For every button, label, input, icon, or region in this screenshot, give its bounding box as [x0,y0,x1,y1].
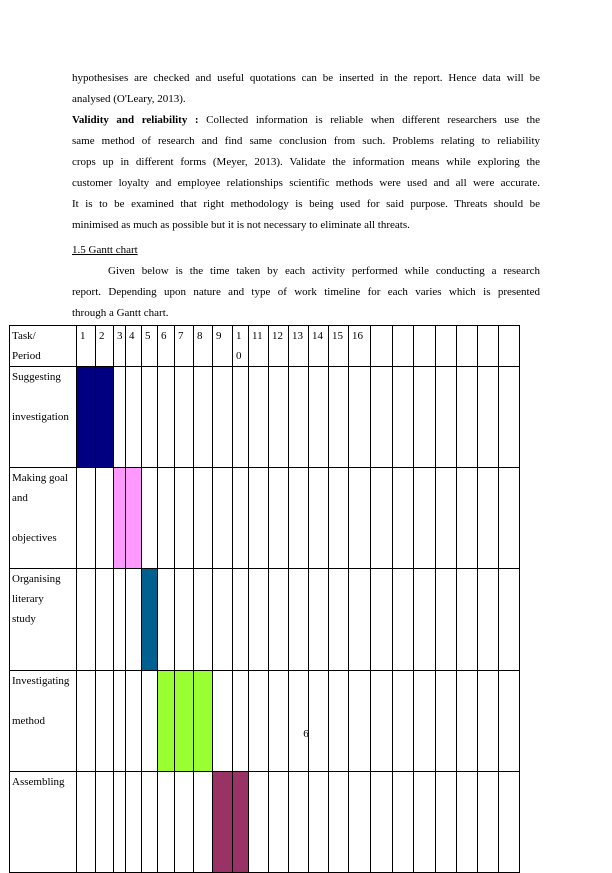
gantt-empty-cell [269,569,289,671]
period-label: 2 [99,330,105,342]
gantt-empty-cell [371,367,393,468]
gantt-empty-cell [349,671,371,772]
gantt-empty-cell [269,367,289,468]
gantt-empty-cell [77,772,96,873]
gantt-empty-cell [175,468,194,569]
gantt-empty-cell [194,468,213,569]
gantt-empty-cell [96,671,114,772]
gantt-empty-cell [499,367,520,468]
gantt-empty-cell [478,569,499,671]
header-line: Task/ [12,330,36,342]
gantt-empty-cell [289,367,309,468]
gantt-empty-cell [213,569,233,671]
task-label [12,629,76,649]
gantt-empty-cell [478,671,499,772]
gantt-empty-cell [158,569,175,671]
gantt-bar-cell [126,468,142,569]
page-number: 6 [303,728,309,740]
period-header [114,326,126,367]
gantt-empty-cell [309,671,329,772]
task-name-cell [10,671,77,772]
task-label [12,447,76,467]
task-label: and [12,492,28,504]
text-line: through a Gantt chart. [72,307,169,319]
gantt-empty-cell [457,772,478,873]
task-label: literary [12,593,44,605]
gantt-empty-cell [158,468,175,569]
gantt-empty-cell [126,569,142,671]
gantt-bar-cell [194,671,213,772]
task-label [12,792,76,812]
period-header [269,326,289,367]
gantt-empty-cell [393,772,414,873]
task-name-cell [10,367,77,468]
period-header [478,326,499,367]
gantt-empty-cell [126,772,142,873]
text-line: customer loyalty and employee relationships scientific methods were used and all were accurate. [72,177,540,189]
section-heading: 1.5 Gantt chart [72,244,138,256]
period-label: 14 [312,330,323,342]
task-name-cell [10,569,77,671]
validity-text: Collected information is reliable when different researchers use the [198,114,540,126]
gantt-empty-cell [499,468,520,569]
gantt-empty-cell [96,772,114,873]
gantt-empty-cell [77,569,96,671]
gantt-task-row [10,569,520,671]
period-header [371,326,393,367]
gantt-empty-cell [233,468,249,569]
task-label: study [12,613,36,625]
task-label [12,548,76,568]
gantt-empty-cell [233,671,249,772]
task-label: Organising [12,573,61,585]
text-line: Given below is the time taken by each activity performed while conducting a research [108,265,540,277]
gantt-empty-cell [393,569,414,671]
gantt-empty-cell [371,468,393,569]
period-header [393,326,414,367]
gantt-empty-cell [175,569,194,671]
gantt-empty-cell [457,671,478,772]
gantt-empty-cell [142,367,158,468]
task-label [12,427,76,447]
gantt-empty-cell [142,772,158,873]
gantt-task-row [10,367,520,468]
gantt-empty-cell [478,468,499,569]
period-label: 9 [216,330,222,342]
validity-heading: Validity and reliability : [72,114,199,126]
task-label: investigation [12,411,69,423]
gantt-empty-cell [309,468,329,569]
gantt-empty-cell [329,367,349,468]
gantt-empty-cell [457,367,478,468]
gantt-empty-cell [393,468,414,569]
gantt-empty-cell [194,367,213,468]
gantt-empty-cell [329,569,349,671]
period-header [233,326,249,367]
gantt-empty-cell [213,468,233,569]
gantt-empty-cell [329,468,349,569]
gantt-empty-cell [77,671,96,772]
text-line: report. Depending upon nature and type of work timeline for each varies which is presented [72,286,540,298]
period-header [499,326,520,367]
task-name-cell [10,772,77,873]
gantt-empty-cell [126,367,142,468]
task-period-header [10,326,77,367]
period-header [175,326,194,367]
gantt-empty-cell [96,468,114,569]
paragraph-gantt-intro [72,261,540,324]
task-label [12,832,76,852]
gantt-empty-cell [289,772,309,873]
gantt-empty-cell [175,772,194,873]
gantt-empty-cell [414,367,436,468]
text-line: same method of research and find same conclusion from such. Problems relating to reliability [72,135,540,147]
gantt-empty-cell [499,772,520,873]
gantt-bar-cell [233,772,249,873]
gantt-header-row [10,326,520,367]
task-label: Making goal [12,472,68,484]
task-label: Suggesting [12,371,61,383]
gantt-empty-cell [478,367,499,468]
gantt-empty-cell [213,671,233,772]
gantt-task-row [10,468,520,569]
gantt-empty-cell [393,671,414,772]
gantt-empty-cell [126,671,142,772]
gantt-bar-cell [142,569,158,671]
gantt-empty-cell [158,772,175,873]
period-header [309,326,329,367]
text-line: minimised as much as possible but it is not necessary to eliminate all threats. [72,219,410,231]
gantt-empty-cell [269,468,289,569]
text-line: hypothesises are checked and useful quotations can be inserted in the report. Hence data will be [72,72,540,84]
text-line: crops up in different forms (Meyer, 2013). Validate the information means while exploring the [72,156,540,168]
gantt-empty-cell [414,569,436,671]
gantt-empty-cell [77,468,96,569]
gantt-empty-cell [114,772,126,873]
period-label: 5 [145,330,151,342]
gantt-empty-cell [329,671,349,772]
gantt-empty-cell [249,569,269,671]
period-header [96,326,114,367]
gantt-empty-cell [371,772,393,873]
period-header [213,326,233,367]
gantt-empty-cell [249,468,269,569]
gantt-empty-cell [457,468,478,569]
text-line: analysed (O'Leary, 2013). [72,93,186,105]
period-header [158,326,175,367]
gantt-empty-cell [269,671,289,772]
gantt-empty-cell [414,671,436,772]
period-label: 16 [352,330,363,342]
gantt-empty-cell [249,772,269,873]
task-label [12,751,76,771]
gantt-empty-cell [393,367,414,468]
period-label: 1 [236,330,242,342]
text-line [72,110,540,131]
gantt-empty-cell [249,367,269,468]
task-label [12,649,76,669]
gantt-empty-cell [233,367,249,468]
gantt-empty-cell [269,772,289,873]
gantt-empty-cell [457,569,478,671]
gantt-empty-cell [414,468,436,569]
gantt-empty-cell [194,569,213,671]
gantt-empty-cell [309,569,329,671]
gantt-bar-cell [158,671,175,772]
period-label: 12 [272,330,283,342]
period-label: 0 [236,350,242,362]
period-header [329,326,349,367]
paragraph-validity [72,110,540,236]
gantt-bar-cell [77,367,96,468]
task-label: objectives [12,532,57,544]
gantt-empty-cell [114,671,126,772]
period-label: 13 [292,330,303,342]
gantt-empty-cell [349,569,371,671]
gantt-empty-cell [233,569,249,671]
gantt-task-row [10,772,520,873]
gantt-empty-cell [289,468,309,569]
period-label: 6 [161,330,167,342]
gantt-empty-cell [289,671,309,772]
gantt-empty-cell [96,569,114,671]
gantt-empty-cell [349,468,371,569]
gantt-empty-cell [309,367,329,468]
gantt-bar-cell [96,367,114,468]
gantt-bar-cell [114,468,126,569]
gantt-empty-cell [436,671,457,772]
period-label: 8 [197,330,203,342]
gantt-empty-cell [194,772,213,873]
gantt-empty-cell [114,569,126,671]
period-header [289,326,309,367]
period-label: 3 [117,330,123,342]
period-label: 7 [178,330,184,342]
gantt-empty-cell [436,468,457,569]
task-label [12,812,76,832]
gantt-empty-cell [249,671,269,772]
gantt-empty-cell [436,772,457,873]
period-label: 11 [252,330,263,342]
gantt-empty-cell [499,671,520,772]
gantt-empty-cell [371,569,393,671]
period-header [414,326,436,367]
gantt-empty-cell [436,569,457,671]
gantt-empty-cell [371,671,393,772]
period-header [194,326,213,367]
gantt-empty-cell [309,772,329,873]
gantt-empty-cell [175,367,194,468]
task-label [12,387,76,407]
gantt-empty-cell [142,468,158,569]
task-label: Investigating [12,675,70,687]
period-header [126,326,142,367]
gantt-bar-cell [175,671,194,772]
task-label [12,508,76,528]
period-header [349,326,371,367]
gantt-chart-table [9,325,520,873]
paragraph-intro [72,68,540,110]
text-line: It is to be examined that right methodology is being used for said purpose. Threats should be [72,198,540,210]
gantt-empty-cell [329,772,349,873]
gantt-empty-cell [349,367,371,468]
period-label: 1 [80,330,86,342]
gantt-task-row [10,671,520,772]
task-label [12,691,76,711]
gantt-empty-cell [213,367,233,468]
period-header [77,326,96,367]
gantt-empty-cell [142,671,158,772]
period-header [457,326,478,367]
period-label: 4 [129,330,135,342]
gantt-empty-cell [499,569,520,671]
task-label [12,852,76,872]
task-label: Assembling [12,776,65,788]
gantt-empty-cell [114,367,126,468]
gantt-empty-cell [349,772,371,873]
period-header [436,326,457,367]
gantt-empty-cell [414,772,436,873]
period-header [249,326,269,367]
gantt-empty-cell [158,367,175,468]
gantt-empty-cell [436,367,457,468]
task-label: method [12,715,45,727]
header-line: Period [12,350,41,362]
period-header [142,326,158,367]
gantt-empty-cell [478,772,499,873]
period-label: 15 [332,330,343,342]
gantt-bar-cell [213,772,233,873]
task-name-cell [10,468,77,569]
gantt-empty-cell [289,569,309,671]
